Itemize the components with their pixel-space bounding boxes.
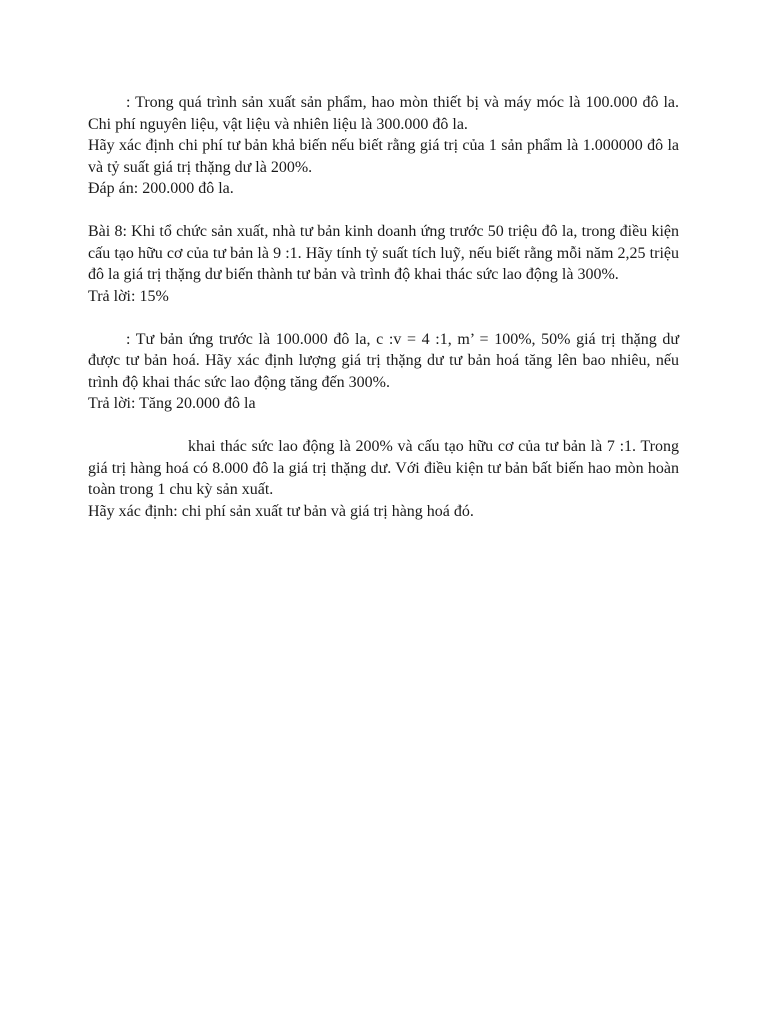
problem-1-paragraph: : Trong quá trình sản xuất sản phẩm, hao mòn thiết bị và máy móc là 100.000 đô la. Chi phí nguyên liệu, vật liệu và nhiên liệu là 300.000 đô la.: [88, 94, 679, 133]
problem-1-question: Hãy xác định chi phí tư bản khả biến nếu biết rằng giá trị của 1 sản phẩm là 1.000000 đô la và tỷ suất giá trị thặng dư là 200%.: [88, 137, 679, 176]
document-body: [88, 92, 679, 544]
problem-3-paragraph: : Tư bản ứng trước là 100.000 đô la, c :v = 4 :1, m’ = 100%, 50% giá trị thặng dư được tư bản hoá. Hãy xác định lượng giá trị thặng dư tư bản hoá tăng lên bao nhiêu, nếu trình độ khai thác sức lao động tăng đến 300%.: [88, 330, 679, 391]
problem-3-answer: Trả lời: Tăng 20.000 đô la: [88, 395, 256, 412]
problem-4-paragraph: khai thác sức lao động là 200% và cấu tạo hữu cơ của tư bản là 7 :1. Trong giá trị hàng hoá có 8.000 đô la giá trị thặng dư. Với điều kiện tư bản bất biến hao mòn hoàn toàn trong 1 chu kỳ sản xuất.: [88, 438, 679, 498]
problem-block-2: [88, 221, 679, 307]
problem-1-answer: Đáp án: 200.000 đô la.: [88, 180, 234, 197]
problem-2-answer: Trả lời: 15%: [88, 287, 169, 305]
problem-4-question: Hãy xác định: chi phí sản xuất tư bản và giá trị hàng hoá đó.: [88, 502, 474, 520]
problem-block-3: [88, 329, 679, 415]
problem-block-4: [88, 436, 679, 522]
problem-2-paragraph: Bài 8: Khi tổ chức sản xuất, nhà tư bản kinh doanh ứng trước 50 triệu đô la, trong điều kiện cấu tạo hữu cơ của tư bản là 9 :1. Hãy tính tỷ suất tích luỹ, nếu biết rằng mỗi năm 2,25 triệu đô la giá trị thặng dư biến thành tư bản và trình độ khai thác sức lao động là 300%.: [88, 223, 679, 283]
problem-block-1: [88, 92, 679, 200]
